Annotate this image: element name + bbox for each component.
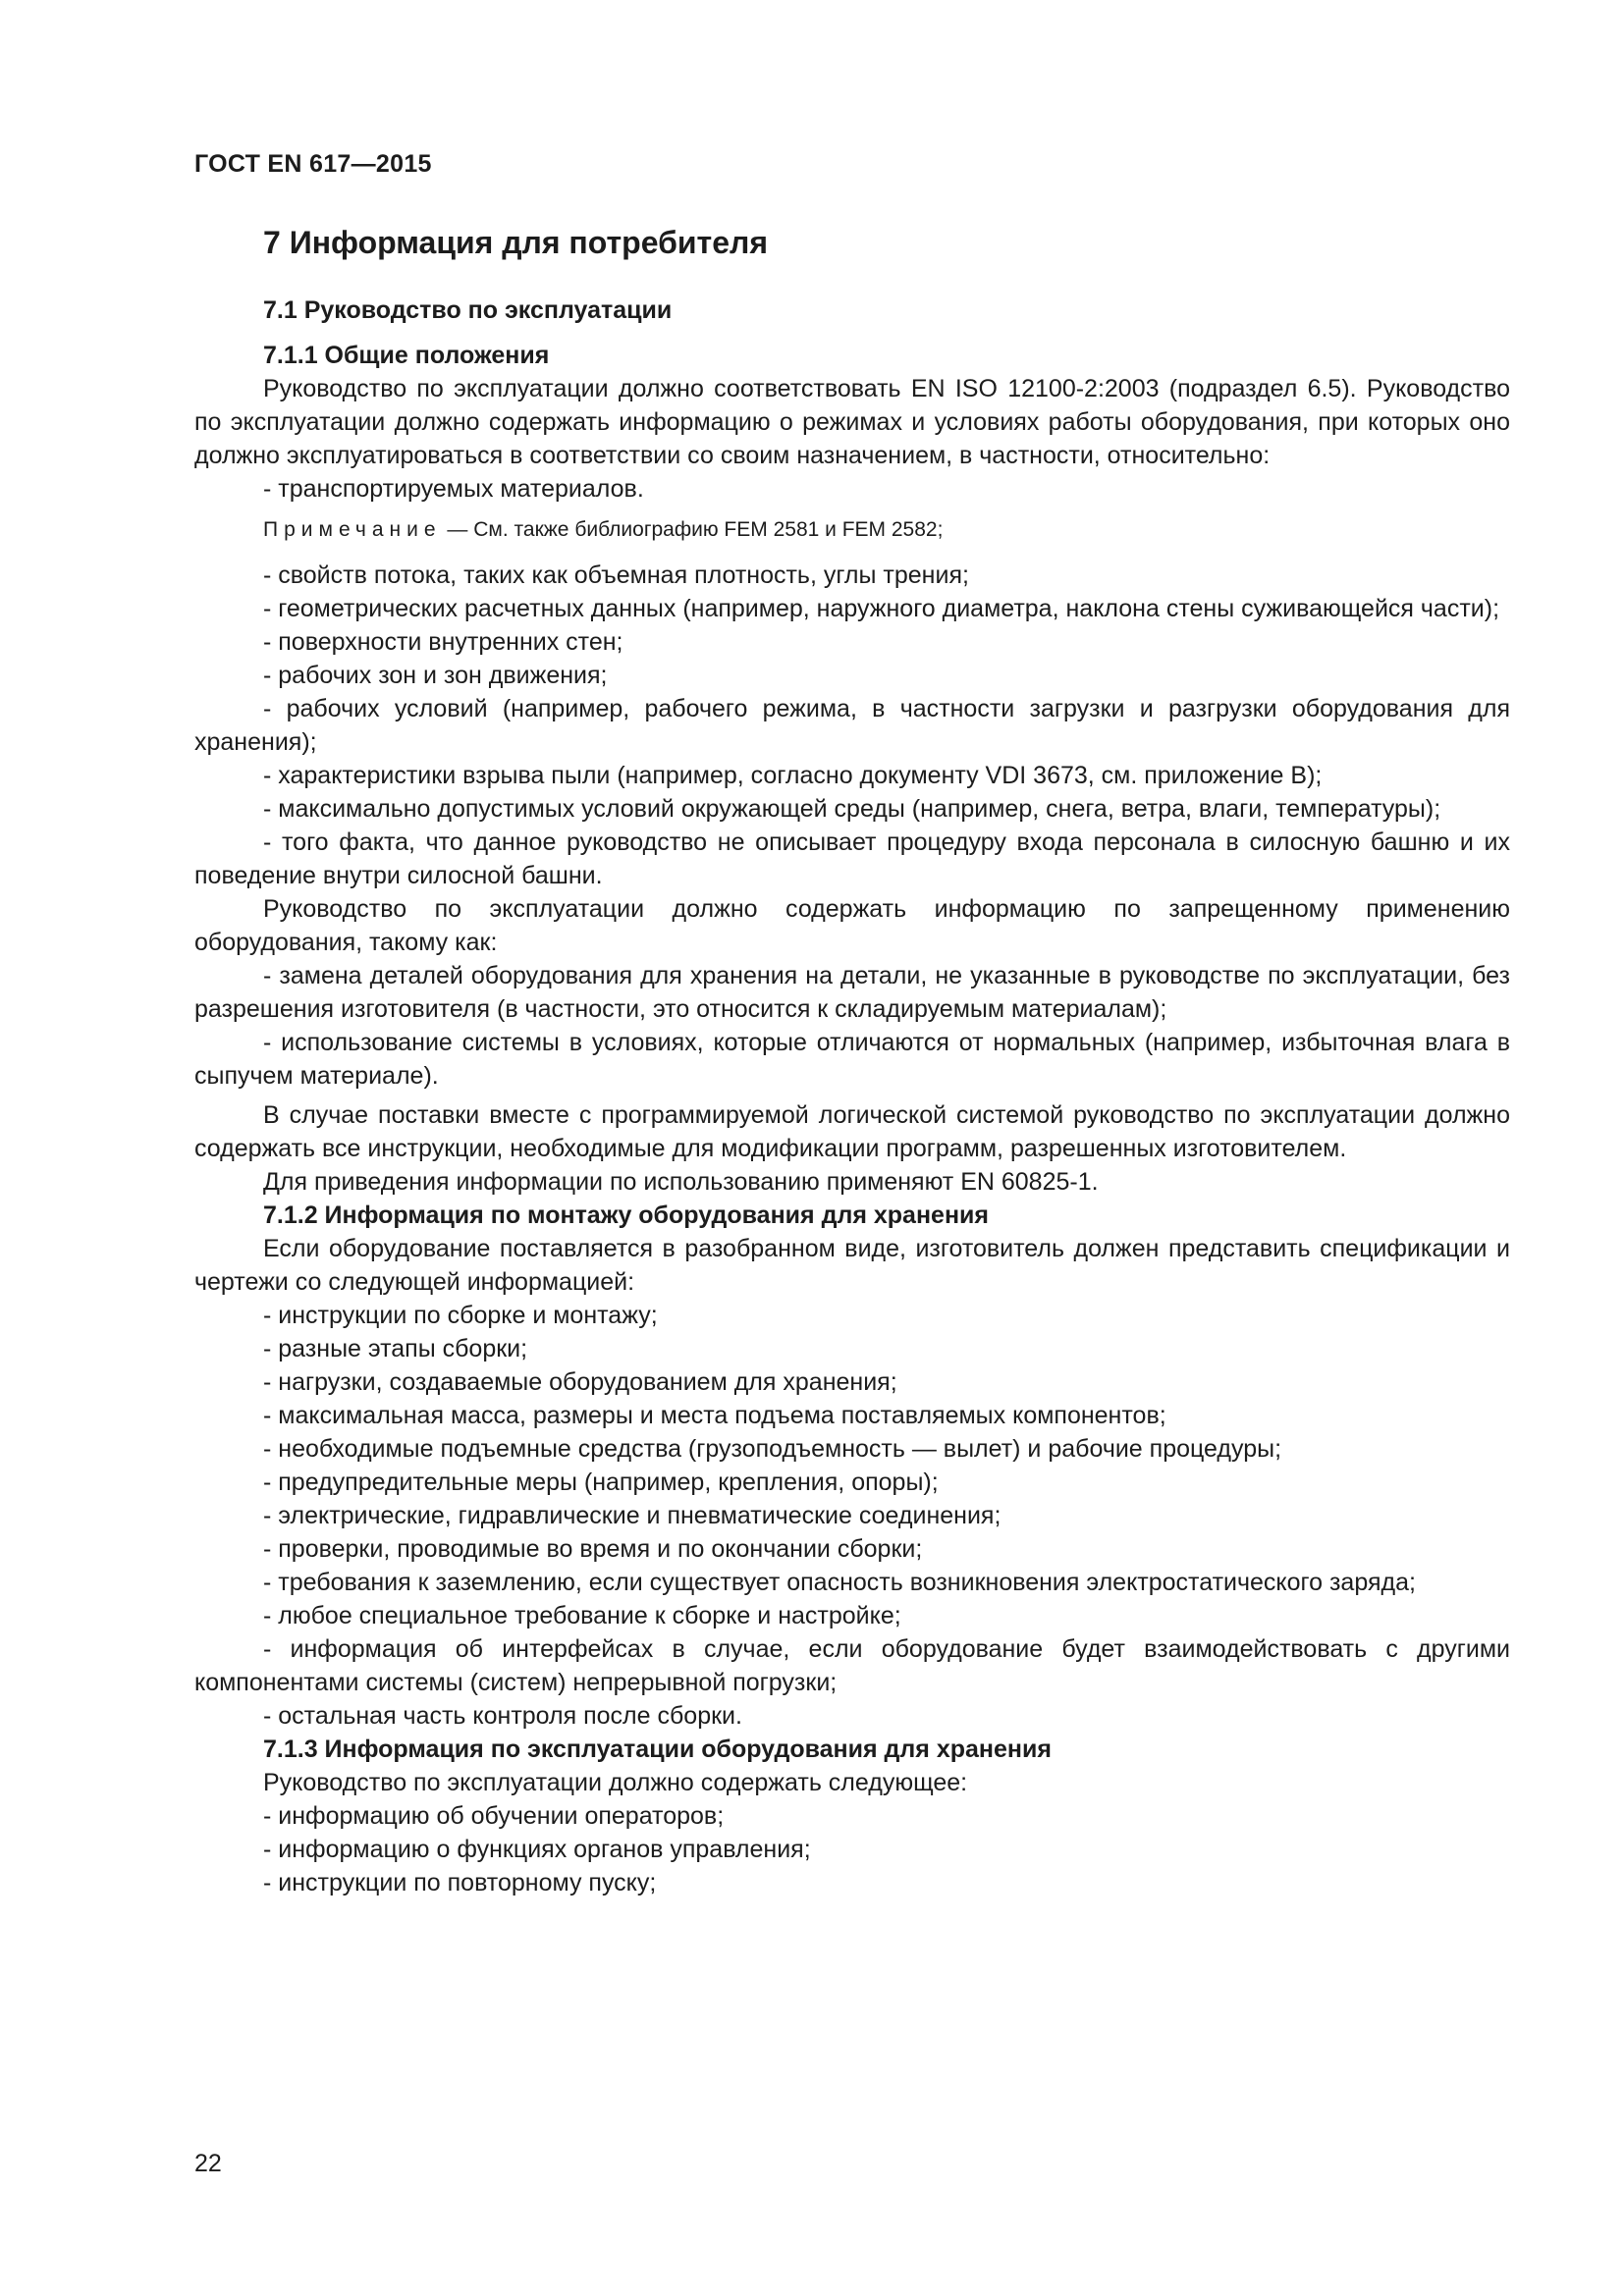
note-label: Примечание [263,518,442,541]
subsection-heading-7-1-1: 7.1.1 Общие положения [263,342,550,369]
list-item: - предупредительные меры (например, крепления, опоры); [263,1468,939,1496]
paragraph-standard: Для приведения информации по использованию применяют EN 60825-1. [263,1168,1099,1196]
list-item: - поверхности внутренних стен; [263,628,623,656]
document-code: ГОСТ EN 617—2015 [194,150,432,178]
list-item-materials: - транспортируемых материалов. [263,475,644,503]
list-item: - необходимые подъемные средства (грузоподъемность — вылет) и рабочие процедуры; [263,1435,1282,1463]
list-item: - разные этапы сборки; [263,1335,528,1362]
list-item: - проверки, проводимые во время и по окончании сборки; [263,1535,923,1563]
paragraph-assembly-intro: Если оборудование поставляется в разобранном виде, изготовитель должен представить спецификации и чертежи со следующей информацией: [194,1235,1510,1296]
document-body [194,294,1510,1899]
subsection-heading-7-1: 7.1 Руководство по эксплуатации [263,296,673,324]
list-item: - геометрических расчетных данных (например, наружного диаметра, наклона стены суживающейся части); [263,595,1500,622]
list-item: - инструкции по повторному пуску; [263,1869,657,1896]
paragraph-plc: В случае поставки вместе с программируемой логической системой руководство по эксплуатации должно содержать все инструкции, необходимые для модификации программ, разрешенных изготовителем. [194,1101,1510,1162]
list-item: - максимальная масса, размеры и места подъема поставляемых компонентов; [263,1402,1166,1429]
list-item: - использование системы в условиях, которые отличаются от нормальных (например, избыточная влага в сыпучем материале). [194,1029,1510,1090]
list-item: - информацию о функциях органов управления; [263,1836,811,1863]
paragraph-general-intro: Руководство по эксплуатации должно соответствовать EN ISO 12100-2:2003 (подраздел 6.5). Руководство по эксплуатации должно содержать информацию о режимах и условиях работы оборудования, при которых оно должно эксплуатироваться в соответствии со своим назначением, в частности, относительно: [194,375,1510,469]
list-item: - информация об интерфейсах в случае, если оборудование будет взаимодействовать с другими компонентами системы (систем) непрерывной погрузки; [194,1635,1510,1696]
list-item: - электрические, гидравлические и пневматические соединения; [263,1502,1001,1529]
list-item: - инструкции по сборке и монтажу; [263,1302,658,1329]
list-item: - свойств потока, таких как объемная плотность, углы трения; [263,561,969,589]
list-item: - нагрузки, создаваемые оборудованием для хранения; [263,1368,897,1396]
page-number: 22 [194,2150,222,2177]
list-item: - рабочих условий (например, рабочего режима, в частности загрузки и разгрузки оборудования для хранения); [194,695,1510,756]
subsection-heading-7-1-2: 7.1.2 Информация по монтажу оборудования для хранения [263,1201,990,1229]
list-item: - требования к заземлению, если существует опасность возникновения электростатического заряда; [263,1569,1416,1596]
list-item: - замена деталей оборудования для хранения на детали, не указанные в руководстве по эксплуатации, без разрешения изготовителя (в частности, это относится к складируемым материалам); [194,962,1510,1023]
paragraph-misuse-intro: Руководство по эксплуатации должно содержать информацию по запрещенному применению оборудования, такому как: [194,895,1510,956]
paragraph-operation-intro: Руководство по эксплуатации должно содержать следующее: [263,1769,968,1796]
list-item: - любое специальное требование к сборке и настройке; [263,1602,901,1629]
note [194,515,1510,545]
note-text: — См. также библиографию FEM 2581 и FEM 2582; [441,518,944,541]
list-item: - информацию об обучении операторов; [263,1802,725,1830]
list-item: - рабочих зон и зон движения; [263,662,608,689]
section-title: 7 Информация для потребителя [263,225,768,260]
list-item: - максимально допустимых условий окружающей среды (например, снега, ветра, влаги, температуры); [263,795,1441,823]
list-item: - остальная часть контроля после сборки. [263,1702,742,1730]
list-item: - того факта, что данное руководство не описывает процедуру входа персонала в силосную башню и их поведение внутри силосной башни. [194,828,1510,889]
list-item: - характеристики взрыва пыли (например, согласно документу VDI 3673, см. приложение B); [263,762,1323,789]
subsection-heading-7-1-3: 7.1.3 Информация по эксплуатации оборудования для хранения [263,1735,1052,1763]
